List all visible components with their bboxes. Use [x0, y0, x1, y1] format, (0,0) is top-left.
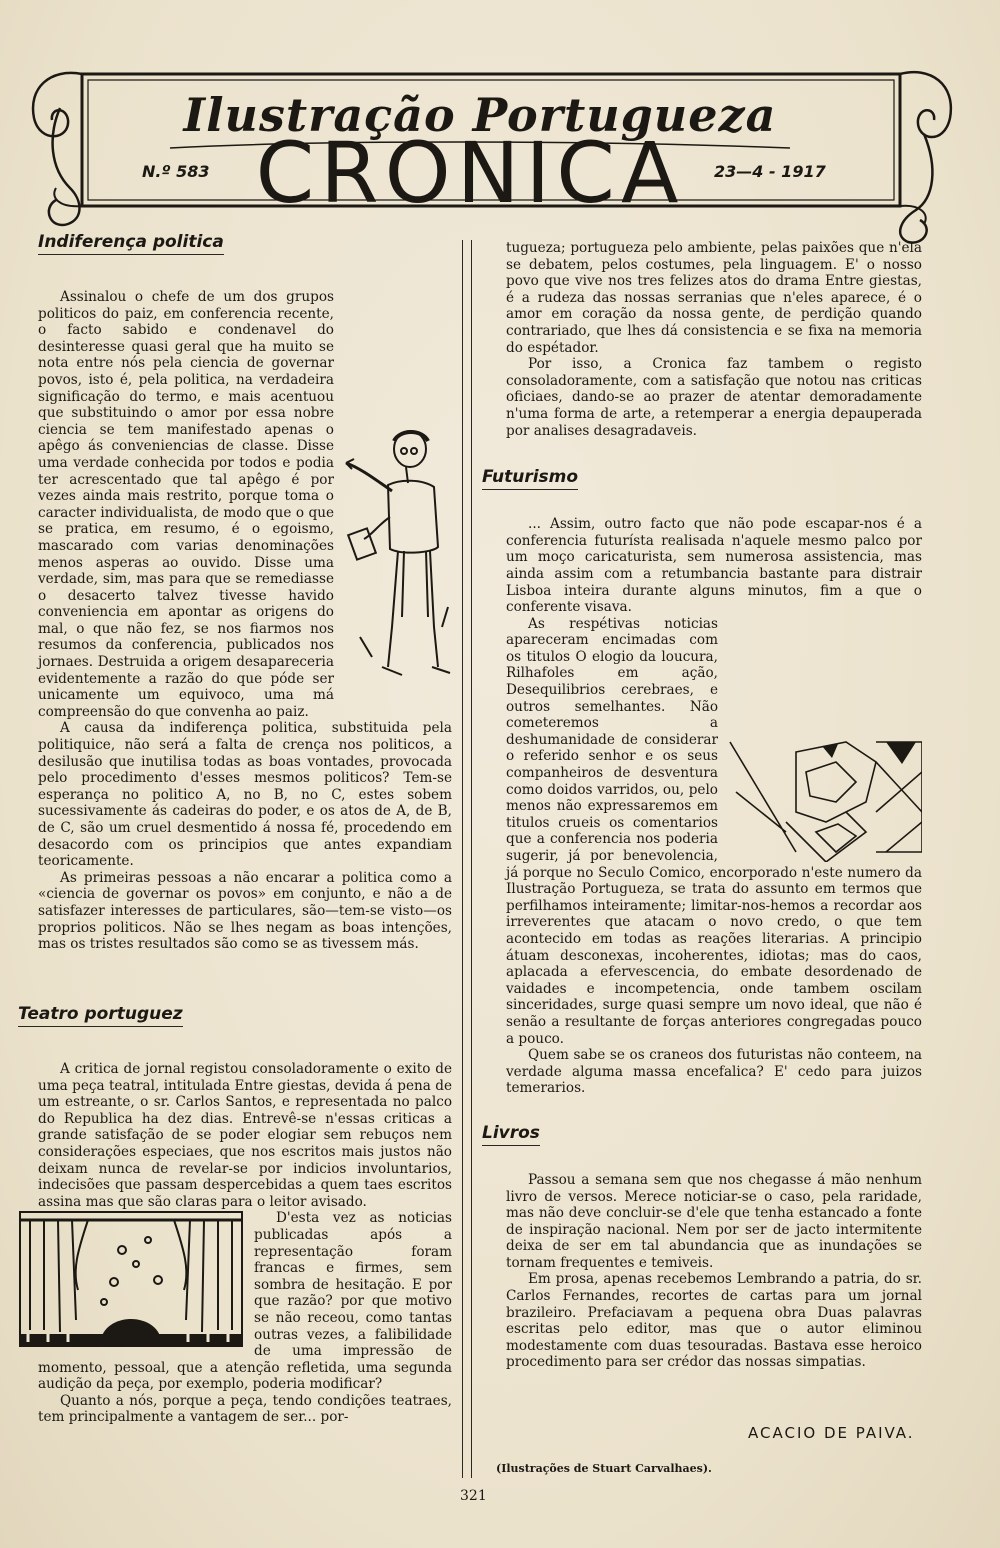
- theatre-stage-curtain-illustration: [18, 1210, 244, 1350]
- paragraph: Quanto a nós, porque a peça, tendo condições teatraes, tem principalmente a vantagem de ser... por-: [38, 1392, 452, 1426]
- futurist-cubist-illustration: [726, 732, 922, 862]
- paragraph: As primeiras pessoas a não encarar a politica como a «ciencia de governar os povos» em conjunto, e não a de satisfazer interesses de particulares, são—tem-se visto—os proprios politicos. Não se lhes negam as boas intenções, mas os tristes resultados são como se as tivessem más.: [38, 869, 452, 953]
- section-heading: Futurismo: [482, 467, 578, 490]
- right-column: [482, 240, 922, 1371]
- paragraph: D'esta vez as noticias publicadas após a representação foram francas e firmes, sem sombra de hesitação. E por que razão? por que motivo se não receou, como tantas outras vezes, a falibilidade de uma impressão de momento, pessoal, que a atenção refletida, uma segunda audição da peça, por exemplo, poderia modificar?: [38, 1210, 452, 1393]
- illustration-credit: (Ilustrações de Stuart Carvalhaes).: [496, 1462, 712, 1475]
- section-indiferenca: [38, 232, 452, 953]
- issue-date: 23—4 - 1917: [714, 162, 826, 181]
- masthead: [20, 48, 970, 248]
- paragraph: Quem sabe se os craneos dos futuristas não conteem, na verdade alguma massa encefalica? E' cedo para juizos temerarios.: [506, 1047, 922, 1097]
- author-signature: ACACIO DE PAIVA.: [748, 1424, 915, 1442]
- page-number: 321: [460, 1488, 487, 1504]
- paragraph-with-illustration: [38, 289, 452, 720]
- paragraph-with-illustration: [506, 616, 922, 1047]
- section-title: CRONICA: [255, 124, 685, 222]
- masthead-title: Ilustração Portugueza: [183, 88, 777, 142]
- paragraph: Por isso, a Cronica faz tambem o registo consoladoramente, com a satisfação que notou nas criticas oficiaes, dando-se ao prazer de atentar demoradamente n'uma forma de arte, a retemperar a energia depauperada por analises desagradaveis.: [506, 356, 922, 439]
- paragraph: A critica de jornal registou consoladoramente o exito de uma peça teatral, intitulada Entre giestas, devida á pena de um estreante, o sr. Carlos Santos, e representada no palco do Republica ha dez dias. Entrevê-se n'essas criticas a grande satisfação de se poder elogiar sem rebuços nem considerações especiaes, que nos escritos mais justos não deixam nunca de revelar-se por indicios involuntarios, indecisões que passam despercebidas a quem taes escritos assina mas que são claras para o leitor avisado.: [38, 1061, 452, 1210]
- paragraph: Assinalou o chefe de um dos grupos politicos do paiz, em conferencia recente, o facto sabido e condenavel do desinteresse quasi geral que ha muito se nota entre nós pela ciencia de governar povos, isto é, pela politica, na verdadeira significação do termo, e mais acentuou que substituindo o amor por essa nobre ciencia se tem manifestado apenas o apêgo ás conveniencias de classe. Disse uma verdade conhecida por todos e podia ter acrescentado que tal apêgo é por vezes ainda mais restrito, porque toma o caracter individualista, de modo que o que se pratica, em resumo, é o egoismo, mascarado com varias denominações menos asperas ao ouvido. Disse uma verdade, sim, mas para que se remediasse o desacerto talvez tivesse havido conveniencia em apontar as origens do mal, o que não fez, se nos fiarmos nos resumos da conferencia, publicados nos jornaes. Destruida a origem desapareceria evidentemente a razão do que póde ser unicamente um equivoco, uma má compreensão do que convenha ao paiz.: [38, 289, 334, 720]
- paragraph: As respétivas noticias apareceram encimadas com os titulos O elogio da loucura, Rilhafoles em ação, Desequilibrios cerebraes, e outros semelhantes. Não cometeremos a deshumanidade de considerar o referido senhor e os seus companheiros de desventura como doidos varridos, ou, pelo menos não expressaremos em titulos crueis os comentarios que a conferencia nos poderia sugerir, já por benevolencia, já porque no Seculo Comico, encorporado n'este numero da Ilustração Portugueza, se trata do assunto em termos que perfilhamos inteiramente; limitar-nos-hemos a recordar aos irreverentes que atacam o novo credo, o que tem acontecido em todas as reações literarias. A principio átuam desconexas, incoherentes, idiotas; mas do caos, aplacada a efervescencia, do embate desordenado de vaidades e incompetencia, onde tambem oscilam sinceridades, surge quasi sempre um novo ideal, que não é senão a resultante de forças anteriores congregadas pouco a pouco.: [506, 615, 922, 1047]
- section-heading: Indiferença politica: [38, 232, 224, 255]
- column-divider: [462, 240, 472, 1478]
- issue-number: N.º 583: [142, 162, 210, 181]
- paragraph: A causa da indiferença politica, substituida pela politiquice, não será a falta de crença nos politicos, a desilusão que inutilisa todas as boas vontades, provocada pelo procedimento d'esses mesmos politicos? Tem-se esperança no politico A, no B, no C, estes sobem sucessivamente ás cadeiras do poder, e os atos de A, de B, de C, são um cruel desmentido á nossa fé, procedendo em desacordo com os principios que antes expandiam teoricamente.: [38, 720, 452, 870]
- paragraph: Passou a semana sem que nos chegasse á mão nenhum livro de versos. Merece noticiar-se o caso, pela raridade, mas não deve concluir-se d'ele que tenha estancado a fonte de inspiração nacional. Nem por ser de jacto intermitente deixa de ser em tal abundancia que as inundações se tornam frequentes e temiveis.: [506, 1171, 922, 1271]
- paragraph: Em prosa, apenas recebemos Lembrando a patria, do sr. Carlos Fernandes, recortes de cartas para um jornal brazileiro. Prefaciavam a pequena obra Duas palavras escritas pelo editor, mas que o autor eliminou modestamente com duas tesouradas. Bastava esse heroico procedimento para ser crédor das nossas simpatias.: [506, 1271, 922, 1371]
- paragraph: ... Assim, outro facto que não pode escapar-nos é a conferencia futurísta realisada n'aquele mesmo palco por um moço caricaturista, sem numerosa assistencia, mas ainda assim com a retumbancia bastante para distrair Lisboa inteira durante alguns minutos, fim a que o conferente visava.: [506, 516, 922, 616]
- section-heading: Livros: [482, 1123, 540, 1146]
- section-heading: Teatro portuguez: [18, 1004, 183, 1027]
- section-teatro: [18, 1004, 452, 1426]
- politician-caricature-illustration: [342, 427, 452, 697]
- paragraph: tugueza; portugueza pelo ambiente, pelas paixões que n'ela se debatem, pelos costumes, pela linguagem. E' o nosso povo que vive nos tres felizes atos do drama Entre giestas, é a rudeza das nossas serranias que n'eles aparece, é o amor em coração da nossa gente, de perdição quando contrariado, que lhes dá consistencia e se fixa na memoria do espétador.: [506, 240, 922, 356]
- section-futurismo: [482, 467, 922, 490]
- section-livros: [482, 1123, 922, 1146]
